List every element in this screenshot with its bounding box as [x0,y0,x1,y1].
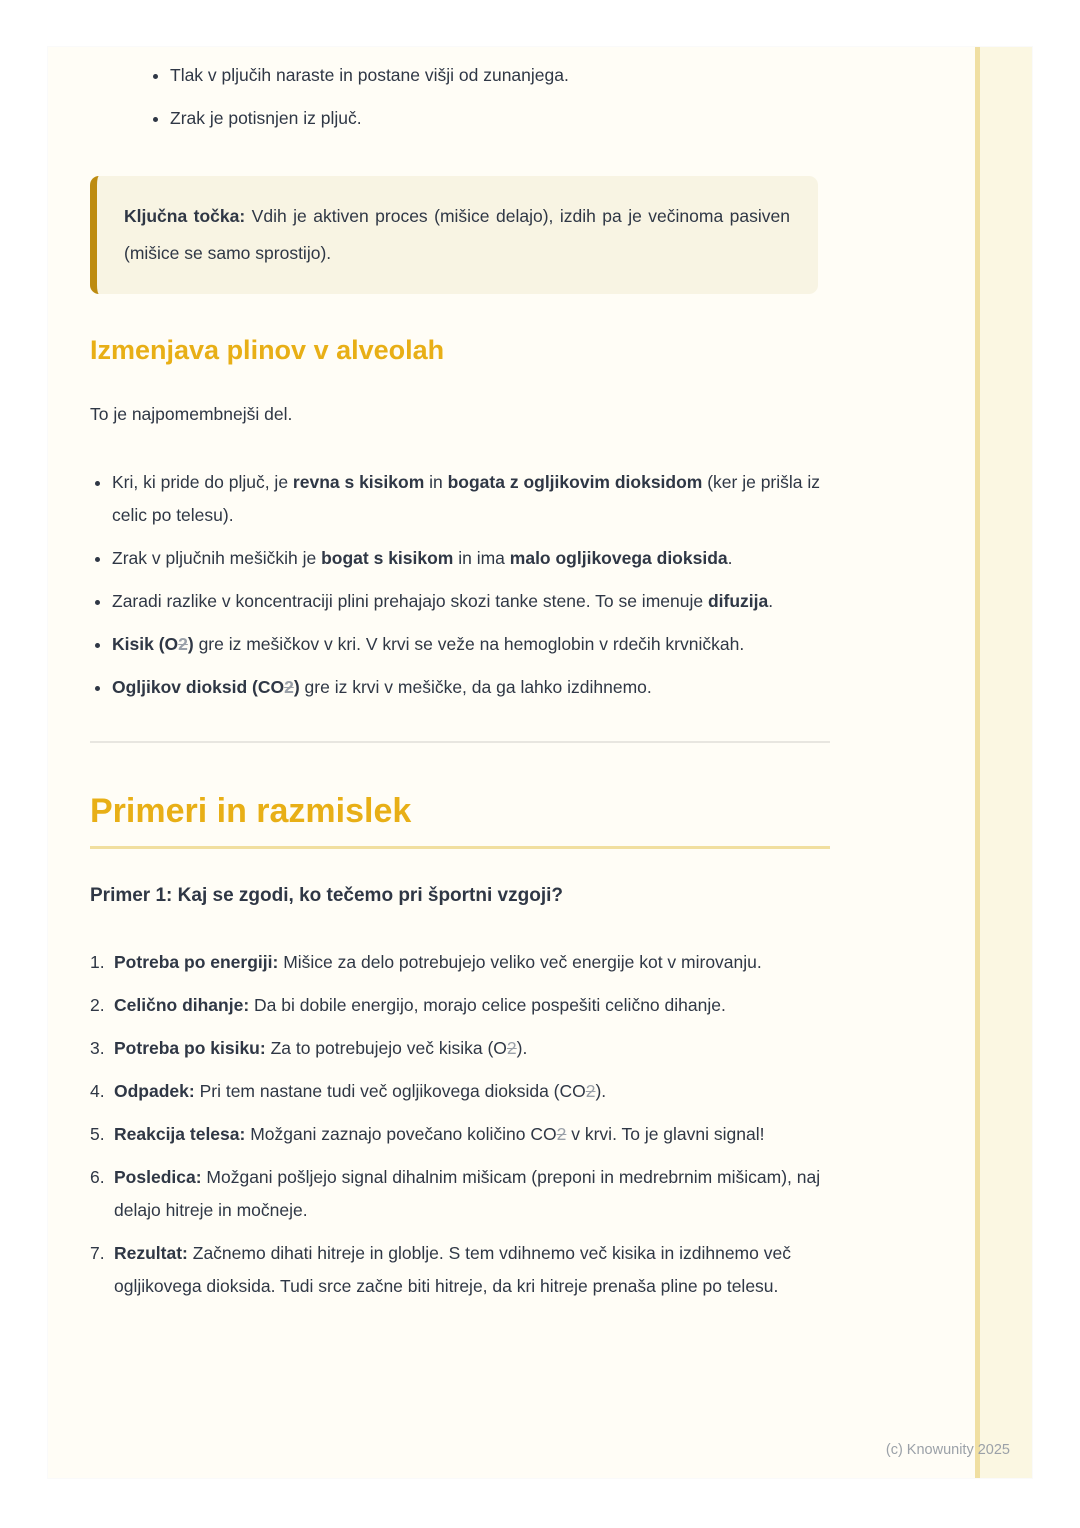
key-point-label: Ključna točka: [124,206,246,226]
text-segment: 2 [585,1081,596,1101]
text-segment: Reakcija telesa: [114,1124,246,1144]
text-segment: Možgani pošljejo signal dihalnim mišicam (preponi in medrebrnim mišicam), naj delajo hitreje in močneje. [114,1167,821,1220]
list-item-text [114,989,830,1022]
list-item-text [114,1118,830,1151]
text-segment: (ker je prišla iz celic po telesu). [112,472,821,525]
text-segment: gre iz krvi v mešičke, da ga lahko izdihnemo. [299,677,652,697]
text-segment: Možgani zaznajo povečano količino CO [245,1124,557,1144]
text-segment: . [727,548,733,568]
text-segment: Odpadek: [114,1081,195,1101]
list-item-text [114,1075,830,1108]
section-divider [90,741,830,743]
text-segment: Zrak je potisnjen iz pljuč. [170,108,362,128]
list-item [112,585,830,618]
list-item [112,542,830,575]
text-segment: bogat s kisikom [321,548,454,568]
list-item-number: 2. [90,995,105,1015]
text-segment: malo ogljikovega dioksida [509,548,728,568]
alveoli-bullet-list [90,466,830,704]
text-segment: ). [595,1081,607,1101]
list-item-number: 6. [90,1167,105,1187]
section-title-alveoli: Izmenjava plinov v alveolah [90,335,445,365]
text-segment: Za to potrebujejo več kisika (O [265,1038,507,1058]
page-content [48,47,830,1303]
list-item [170,102,830,135]
section-title-examples: Primeri in razmislek [90,793,830,849]
list-item [90,989,830,1022]
text-segment: ) [293,677,300,697]
list-item [112,628,830,661]
list-item-number: 3. [90,1038,105,1058]
text-segment: 2 [178,634,188,654]
text-segment: Potreba po kisiku: [114,1038,266,1058]
key-point-text [124,198,790,272]
list-item [90,1237,830,1303]
text-segment: Kri, ki pride do pljuč, je [112,472,293,492]
list-item [112,466,830,532]
key-point-callout [90,176,818,294]
list-item [90,1032,830,1065]
list-item-text [114,1237,830,1303]
text-segment: Kisik (O [112,634,179,654]
text-segment: 2 [556,1124,567,1144]
list-item-text [114,1032,830,1065]
text-segment: Celično dihanje: [114,995,250,1015]
page-edge-rail [975,47,1032,1478]
intro-bullet-list [90,59,830,135]
list-item-number: 7. [90,1243,105,1263]
text-segment: Zaradi razlike v koncentraciji plini prehajajo skozi tanke stene. To se imenuje [112,591,708,611]
list-item [90,1075,830,1108]
list-item [90,1161,830,1227]
text-segment: v krvi. To je glavni signal! [566,1124,765,1144]
text-segment: Mišice za delo potrebujejo veliko več energije kot v mirovanju. [278,952,762,972]
list-item [112,671,830,704]
text-segment: revna s kisikom [292,472,425,492]
text-segment: 2 [506,1038,517,1058]
text-segment: ). [516,1038,528,1058]
text-segment: bogata z ogljikovim dioksidom [447,472,703,492]
text-segment: difuzija [707,591,769,611]
text-segment: ) [187,634,194,654]
list-item-number: 5. [90,1124,105,1144]
list-item-number: 4. [90,1081,105,1101]
list-item [90,946,830,979]
text-segment: Tlak v pljučih naraste in postane višji od zunanjega. [170,65,569,85]
text-segment: gre iz mešičkov v kri. V krvi se veže na hemoglobin v rdečih krvničkah. [193,634,745,654]
text-segment: . [768,591,774,611]
example-steps-list [90,946,830,1303]
text-segment: Ogljikov dioksid (CO [112,677,285,697]
text-segment: Zrak v pljučnih mešičkih je [112,548,322,568]
key-point-body: Vdih je aktiven proces (mišice delajo), izdih pa je večinoma pasiven (mišice se samo sprostijo). [124,206,790,263]
list-item [90,1118,830,1151]
text-segment: Da bi dobile energijo, morajo celice pospešiti celično dihanje. [249,995,726,1015]
text-segment: Rezultat: [114,1243,188,1263]
alveoli-intro-paragraph: To je najpomembnejši del. [90,404,293,424]
list-item [170,59,830,92]
text-segment: Posledica: [114,1167,202,1187]
list-item-number: 1. [90,952,105,972]
text-segment: Pri tem nastane tudi več ogljikovega dioksida (CO [194,1081,586,1101]
text-segment: Potreba po energiji: [114,952,279,972]
document-page [48,47,1032,1478]
text-segment: Začnemo dihati hitreje in globlje. S tem vdihnemo več kisika in izdihnemo več ogljikovega dioksida. Tudi srce začne biti hitreje, da kri hitreje prenaša pline po telesu. [114,1243,791,1296]
list-item-text [114,946,830,979]
text-segment: in [424,472,448,492]
list-item-text [114,1161,830,1227]
text-segment: in ima [453,548,510,568]
watermark: (c) Knowunity 2025 [885,1442,1010,1458]
text-segment: 2 [284,677,294,697]
example-subtitle: Primer 1: Kaj se zgodi, ko tečemo pri športni vzgoji? [90,885,563,906]
